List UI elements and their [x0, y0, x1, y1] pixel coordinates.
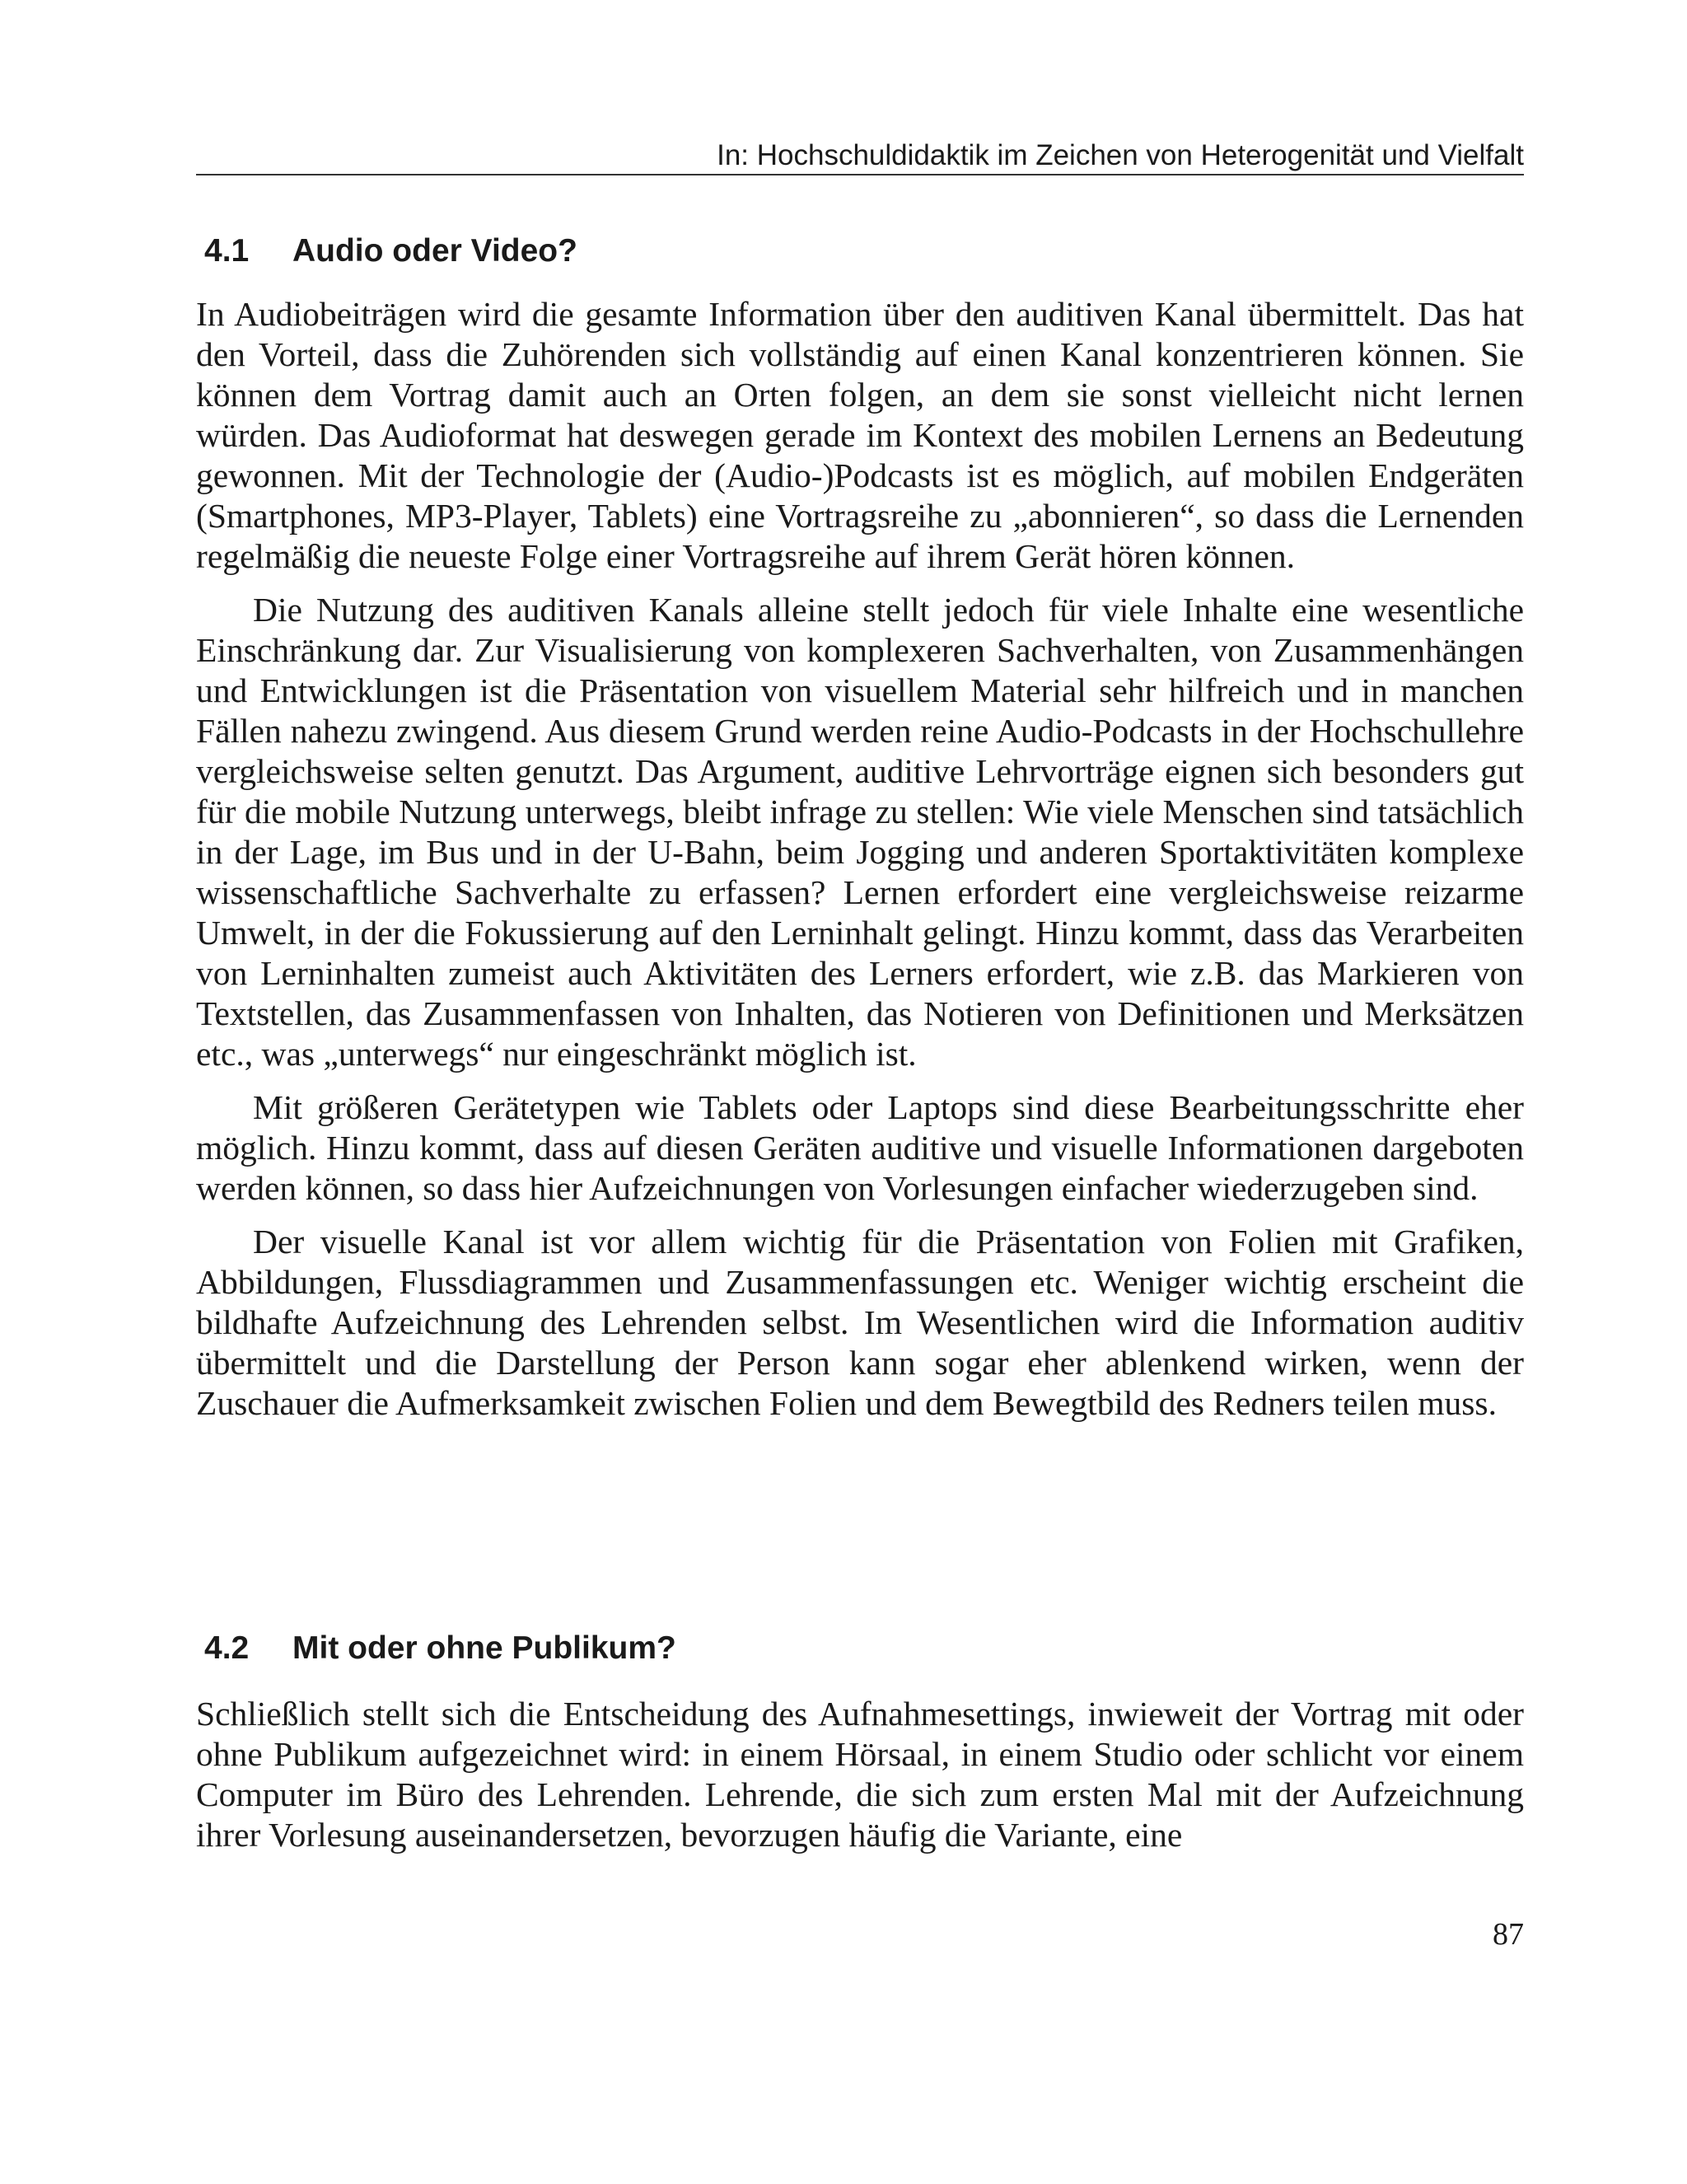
- document-page: [196, 0, 1524, 2184]
- section-heading-4-2: [204, 1630, 676, 1667]
- section-title: Mit oder ohne Publikum?: [292, 1630, 676, 1666]
- section-heading-4-1: [204, 232, 577, 270]
- header-rule: [196, 174, 1524, 175]
- paragraph: Schließlich stellt sich die Entscheidung des Aufnahmesettings, inwieweit der Vortrag mit oder ohne Publikum aufgezeichnet wird: in einem Hörsaal, in einem Studio oder schlicht vor einem Computer im Büro des Lehrenden. Lehrende, die sich zum ersten Mal mit der Aufzeichnung ihrer Vorlesung auseinandersetzen, bevorzugen häufig die Variante, eine: [196, 1695, 1524, 1854]
- section-number: 4.1: [204, 233, 250, 269]
- section-body-4-1: [196, 294, 1524, 1424]
- section-title: Audio oder Video?: [292, 233, 577, 269]
- section-number: 4.2: [204, 1630, 250, 1666]
- paragraph: Mit größeren Gerätetypen wie Tablets oder Laptops sind diese Bearbeitungsschritte eher möglich. Hinzu kommt, dass auf diesen Geräten auditive und visuelle Informationen dargeboten werden können, so dass hier Aufzeichnungen von Vorlesungen einfacher wiederzugeben sind.: [196, 1088, 1524, 1207]
- paragraph: In Audiobeiträgen wird die gesamte Information über den auditiven Kanal übermittelt. Das hat den Vorteil, dass die Zuhörenden sich vollständig auf einen Kanal konzentrieren können. Sie können dem Vortrag damit auch an Orten folgen, an dem sie sonst vielleicht nicht lernen würden. Das Audioformat hat deswegen gerade im Kontext des mobilen Lernens an Bedeutung gewonnen. Mit der Technologie der (Audio-)Podcasts ist es möglich, auf mobilen Endgeräten (Smartphones, MP3-Player, Tablets) eine Vortragsreihe zu „abonnieren“, so dass die Lernenden regelmäßig die neueste Folge einer Vortragsreihe auf ihrem Gerät hören können.: [196, 295, 1524, 575]
- paragraph: Die Nutzung des auditiven Kanals alleine stellt jedoch für viele Inhalte eine wesentliche Einschränkung dar. Zur Visualisierung von komplexeren Sachverhalten, von Zusammenhängen und Entwicklungen ist die Präsentation von visuellem Material sehr hilfreich und in manchen Fällen nahezu zwingend. Aus diesem Grund werden reine Audio-Podcasts in der Hochschullehre vergleichsweise selten genutzt. Das Argument, auditive Lehrvorträge eignen sich besonders gut für die mobile Nutzung unterwegs, bleibt infrage zu stellen: Wie viele Menschen sind tatsächlich in der Lage, im Bus und in der U-Bahn, beim Jogging und anderen Sportaktivitäten komplexe wissenschaftliche Sachverhalte zu erfassen? Lernen erfordert eine vergleichsweise reizarme Umwelt, in der die Fokussierung auf den Lerninhalt gelingt. Hinzu kommt, dass das Verarbeiten von Lerninhalten zumeist auch Aktivitäten des Lerners erfordert, wie z.B. das Markieren von Textstellen, das Zusammenfassen von Inhalten, das Notieren von Definitionen und Merksätzen etc., was „unterwegs“ nur eingeschränkt möglich ist.: [196, 591, 1524, 1073]
- paragraph: Der visuelle Kanal ist vor allem wichtig für die Präsentation von Folien mit Grafiken, Abbildungen, Flussdiagrammen und Zusammenfassungen etc. Weniger wichtig erscheint die bildhafte Aufzeichnung des Lehrenden selbst. Im Wesentlichen wird die Information auditiv übermittelt und die Darstellung der Person kann sogar eher ablenkend wirken, wenn der Zuschauer die Aufmerksamkeit zwischen Folien und dem Bewegtbild des Redners teilen muss.: [196, 1223, 1524, 1422]
- running-header: In: Hochschuldidaktik im Zeichen von Heterogenität und Vielfalt: [717, 139, 1524, 171]
- section-body-4-2: [196, 1694, 1524, 1855]
- page-number: 87: [1493, 1917, 1524, 1952]
